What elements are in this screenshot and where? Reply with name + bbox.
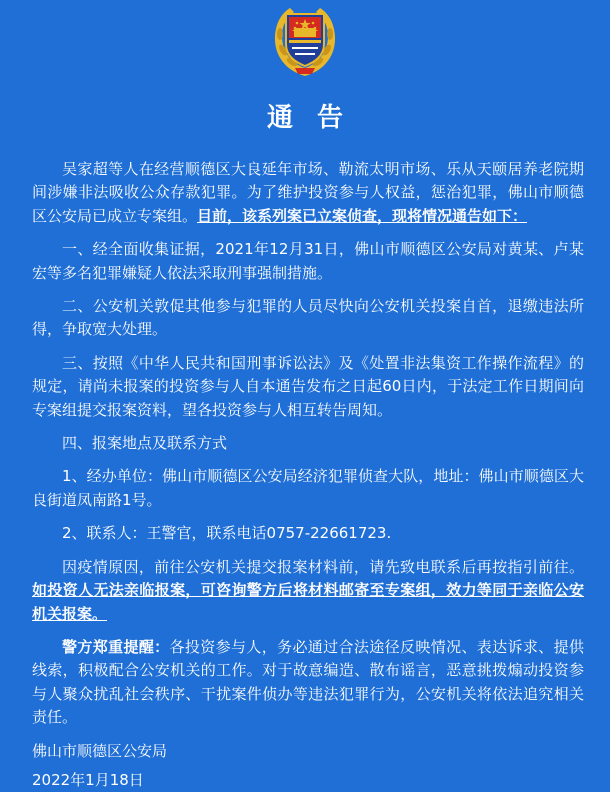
item-4-contact: 2、联系人：王警官，联系电话0757-22661723. — [62, 524, 392, 543]
warning-text: 各投资参与人，务必通过合法途径反映情况、表达诉求、提供线索，积极配合公安机关的工作。对于故意编造、散布谣言，恶意挑拨煽动投资参与人聚众扰乱社会秩序、干扰案件侦办等违法犯罪行为，公安机关将依法追究相关责任。 — [32, 637, 584, 727]
notice-body — [32, 158, 584, 792]
signature: 佛山市顺德区公安局 — [32, 741, 168, 760]
covid-text: 因疫情原因，前往公安机关提交报案材料前，请先致电联系后再按指引前往。 — [62, 557, 584, 576]
covid-highlight: 如投资人无法亲临报案，可咨询警方后将材料邮寄至专案组，效力等同于亲临公安机关报案。 — [32, 581, 584, 623]
item-4-heading: 四、报案地点及联系方式 — [62, 434, 228, 453]
intro-highlight: 目前，该系列案已立案侦查，现将情况通告如下： — [197, 206, 528, 225]
warning-paragraph — [32, 636, 584, 730]
intro-paragraph — [32, 158, 584, 228]
covid-paragraph — [32, 556, 584, 626]
police-emblem-icon — [270, 4, 340, 78]
item-4-unit: 1、经办单位：佛山市顺德区公安局经济犯罪侦查大队，地址：佛山市顺德区大良街道凤南路1号。 — [32, 467, 584, 509]
item-1: 一、经全面收集证据，2021年12月31日，佛山市顺德区公安局对黄某、卢某宏等多名犯罪嫌疑人依法采取刑事强制措施。 — [32, 240, 584, 282]
item-3: 三、按照《中华人民共和国刑事诉讼法》及《处置非法集资工作操作流程》的规定，请尚未报案的投资参与人自本通告发布之日起60日内，于法定工作日期间向专案组提交报案资料，望各投资参与人相互转告周知。 — [32, 353, 584, 419]
notice-title: 通告 — [266, 103, 367, 133]
intro-text: 吴家超等人在经营顺德区大良延年市场、勒流太明市场、乐从天颐居养老院期间涉嫌非法吸收公众存款犯罪。为了维护投资参与人权益，惩治犯罪，佛山市顺德区公安局已成立专案组。 — [32, 160, 584, 225]
issue-date: 2022年1月18日 — [32, 770, 144, 789]
item-2: 二、公安机关敦促其他参与犯罪的人员尽快向公安机关投案自首，退缴违法所得，争取宽大处理。 — [32, 297, 584, 339]
warning-label: 警方郑重提醒： — [62, 637, 170, 656]
